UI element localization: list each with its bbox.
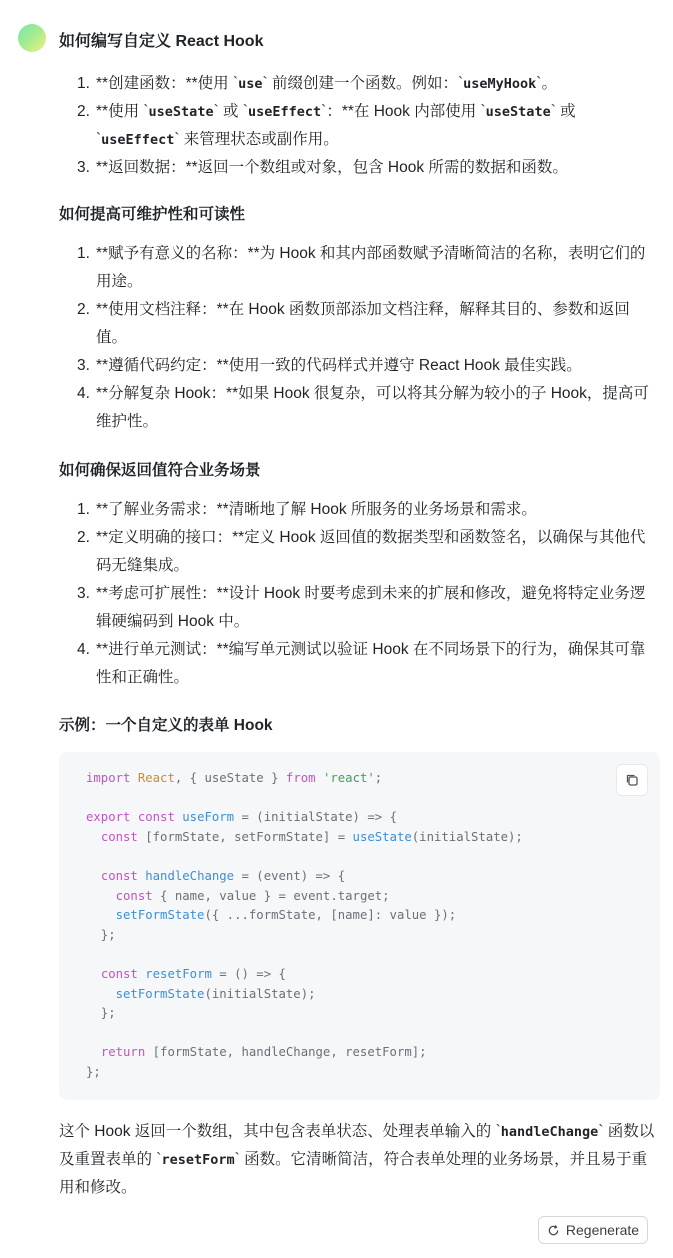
business-list bbox=[59, 496, 659, 692]
code-token bbox=[86, 869, 101, 883]
inline-code: useState bbox=[148, 104, 214, 120]
code-token bbox=[86, 908, 116, 922]
text: **进行单元测试：**编写单元测试以验证 Hook 在不同场景下的行为，确保其可靠性和正确性。 bbox=[96, 641, 646, 686]
code-token: = () => { bbox=[211, 966, 286, 981]
summary-paragraph bbox=[59, 1118, 661, 1202]
text: **赋予有意义的名称：**为 Hook 和其内部函数赋予清晰简洁的名称，表明它们的用途。 bbox=[96, 245, 646, 290]
code-token bbox=[86, 830, 101, 844]
list-number: 3. bbox=[77, 357, 90, 374]
inline-code: useState bbox=[485, 104, 551, 120]
text: **分解复杂 Hook：**如果 Hook 很复杂，可以将其分解为较小的子 Hook，提高可维护性。 bbox=[96, 385, 649, 430]
list-number: 4. bbox=[77, 641, 90, 658]
code-token bbox=[130, 771, 137, 785]
code-token: handleChange bbox=[145, 868, 235, 883]
code-token: ({ ...formState, [name]: value }); bbox=[204, 908, 457, 923]
section-title: 如何提高可维护性和可读性 bbox=[59, 206, 246, 223]
list-item bbox=[59, 296, 659, 352]
text: ` 或 ` bbox=[96, 103, 576, 148]
regenerate-label: Regenerate bbox=[565, 1222, 640, 1238]
text: **定义明确的接口：**定义 Hook 返回值的数据类型和函数签名，以确保与其他代码无缝集成。 bbox=[96, 529, 646, 574]
list-number: 1. bbox=[77, 501, 90, 518]
text: ` 来管理状态或副作用。 bbox=[174, 131, 339, 148]
code-token bbox=[86, 967, 101, 981]
code-token: }; bbox=[86, 1006, 116, 1021]
code-token: const bbox=[100, 829, 138, 844]
inline-code: use bbox=[238, 76, 263, 92]
text: `：**在 Hook 内部使用 ` bbox=[321, 103, 486, 120]
list-item bbox=[59, 380, 659, 436]
copy-button[interactable] bbox=[616, 764, 648, 796]
list-number: 2. bbox=[77, 529, 90, 546]
text: **考虑可扩展性：**设计 Hook 时要考虑到未来的扩展和修改，避免将特定业务逻辑硬编码到 Hook 中。 bbox=[96, 585, 646, 630]
text: **了解业务需求：**清晰地了解 Hook 所服务的业务场景和需求。 bbox=[96, 501, 537, 518]
text: ` 函数以及重置表单的 ` bbox=[59, 1123, 655, 1168]
code-token: from bbox=[285, 771, 316, 785]
code-token: , { useState } bbox=[174, 771, 286, 785]
code-token: const bbox=[100, 868, 138, 883]
list-item bbox=[59, 636, 659, 692]
assistant-avatar bbox=[18, 24, 46, 52]
code-token: (initialState); bbox=[411, 829, 523, 844]
text: `。 bbox=[536, 75, 557, 92]
code-token: [formState, handleChange, resetForm]; bbox=[145, 1045, 427, 1060]
response-heading: 如何编写自定义 React Hook bbox=[59, 33, 264, 50]
list-item bbox=[59, 496, 659, 524]
inline-code: resetForm bbox=[161, 1152, 235, 1168]
code-token: export bbox=[86, 810, 131, 825]
code-token: useForm bbox=[182, 810, 235, 825]
code-token bbox=[316, 771, 323, 785]
code-token: const bbox=[115, 888, 153, 903]
list-item bbox=[59, 524, 659, 580]
example-title: 示例：一个自定义的表单 Hook bbox=[59, 717, 273, 734]
list-number: 2. bbox=[77, 103, 90, 120]
steps-list bbox=[59, 70, 659, 182]
list-number: 3. bbox=[77, 585, 90, 602]
code-token: return bbox=[100, 1045, 146, 1060]
code-token: resetForm bbox=[145, 966, 212, 981]
list-item bbox=[59, 240, 659, 296]
code-token: ; bbox=[374, 771, 383, 785]
code-token: = (event) => { bbox=[234, 868, 346, 883]
code-token: setFormState bbox=[115, 986, 205, 1001]
refresh-icon bbox=[547, 1224, 560, 1237]
inline-code: handleChange bbox=[500, 1124, 599, 1140]
list-item bbox=[59, 98, 659, 154]
list-item bbox=[59, 580, 659, 636]
text: ` 函数。它清晰简洁，符合表单处理的业务场景，并且易于重用和修改。 bbox=[59, 1151, 648, 1196]
code-token: = (initialState) => { bbox=[234, 810, 397, 825]
list-number: 1. bbox=[77, 245, 90, 262]
code-block bbox=[59, 752, 660, 1100]
regenerate-button[interactable] bbox=[538, 1216, 648, 1244]
text: ` 或 ` bbox=[213, 103, 249, 120]
code-token: import bbox=[86, 771, 131, 785]
list-number: 3. bbox=[77, 159, 90, 176]
code-token: setFormState bbox=[115, 908, 205, 923]
text: **遵循代码约定：**使用一致的代码样式并遵守 React Hook 最佳实践。 bbox=[96, 357, 582, 374]
list-number: 4. bbox=[77, 385, 90, 402]
code-token: React bbox=[137, 771, 175, 785]
text: **使用 ` bbox=[96, 103, 149, 120]
inline-code: useEffect bbox=[248, 104, 322, 120]
code-token: const bbox=[137, 810, 175, 825]
copy-icon bbox=[625, 773, 639, 787]
code-token bbox=[130, 810, 137, 824]
code-token: [formState, setFormState] = bbox=[137, 829, 353, 844]
code-token: 'react' bbox=[322, 771, 375, 785]
code-token bbox=[86, 889, 116, 903]
code-token: }; bbox=[86, 927, 116, 942]
maintainability-list bbox=[59, 240, 659, 436]
list-number: 1. bbox=[77, 75, 90, 92]
inline-code: useMyHook bbox=[463, 76, 537, 92]
code-content bbox=[86, 769, 523, 1083]
text: ` 前缀创建一个函数。例如：` bbox=[262, 75, 464, 92]
text: **返回数据：**返回一个数组或对象，包含 Hook 所需的数据和函数。 bbox=[96, 159, 568, 176]
code-token: { name, value } = event.target; bbox=[152, 888, 390, 903]
code-token: }; bbox=[86, 1064, 101, 1079]
text: 这个 Hook 返回一个数组，其中包含表单状态、处理表单输入的 ` bbox=[59, 1123, 501, 1140]
list-item bbox=[59, 352, 659, 380]
section-title: 如何确保返回值符合业务场景 bbox=[59, 462, 261, 479]
list-number: 2. bbox=[77, 301, 90, 318]
code-token: useState bbox=[352, 829, 412, 844]
code-token bbox=[86, 1045, 101, 1059]
text: **使用文档注释：**在 Hook 函数顶部添加文档注释，解释其目的、参数和返回值。 bbox=[96, 301, 630, 346]
text: **创建函数：**使用 ` bbox=[96, 75, 239, 92]
inline-code: useEffect bbox=[101, 132, 175, 148]
list-item bbox=[59, 70, 659, 98]
code-token: const bbox=[100, 966, 138, 981]
list-item bbox=[59, 154, 659, 182]
code-token bbox=[86, 987, 116, 1001]
code-token: (initialState); bbox=[204, 986, 316, 1001]
